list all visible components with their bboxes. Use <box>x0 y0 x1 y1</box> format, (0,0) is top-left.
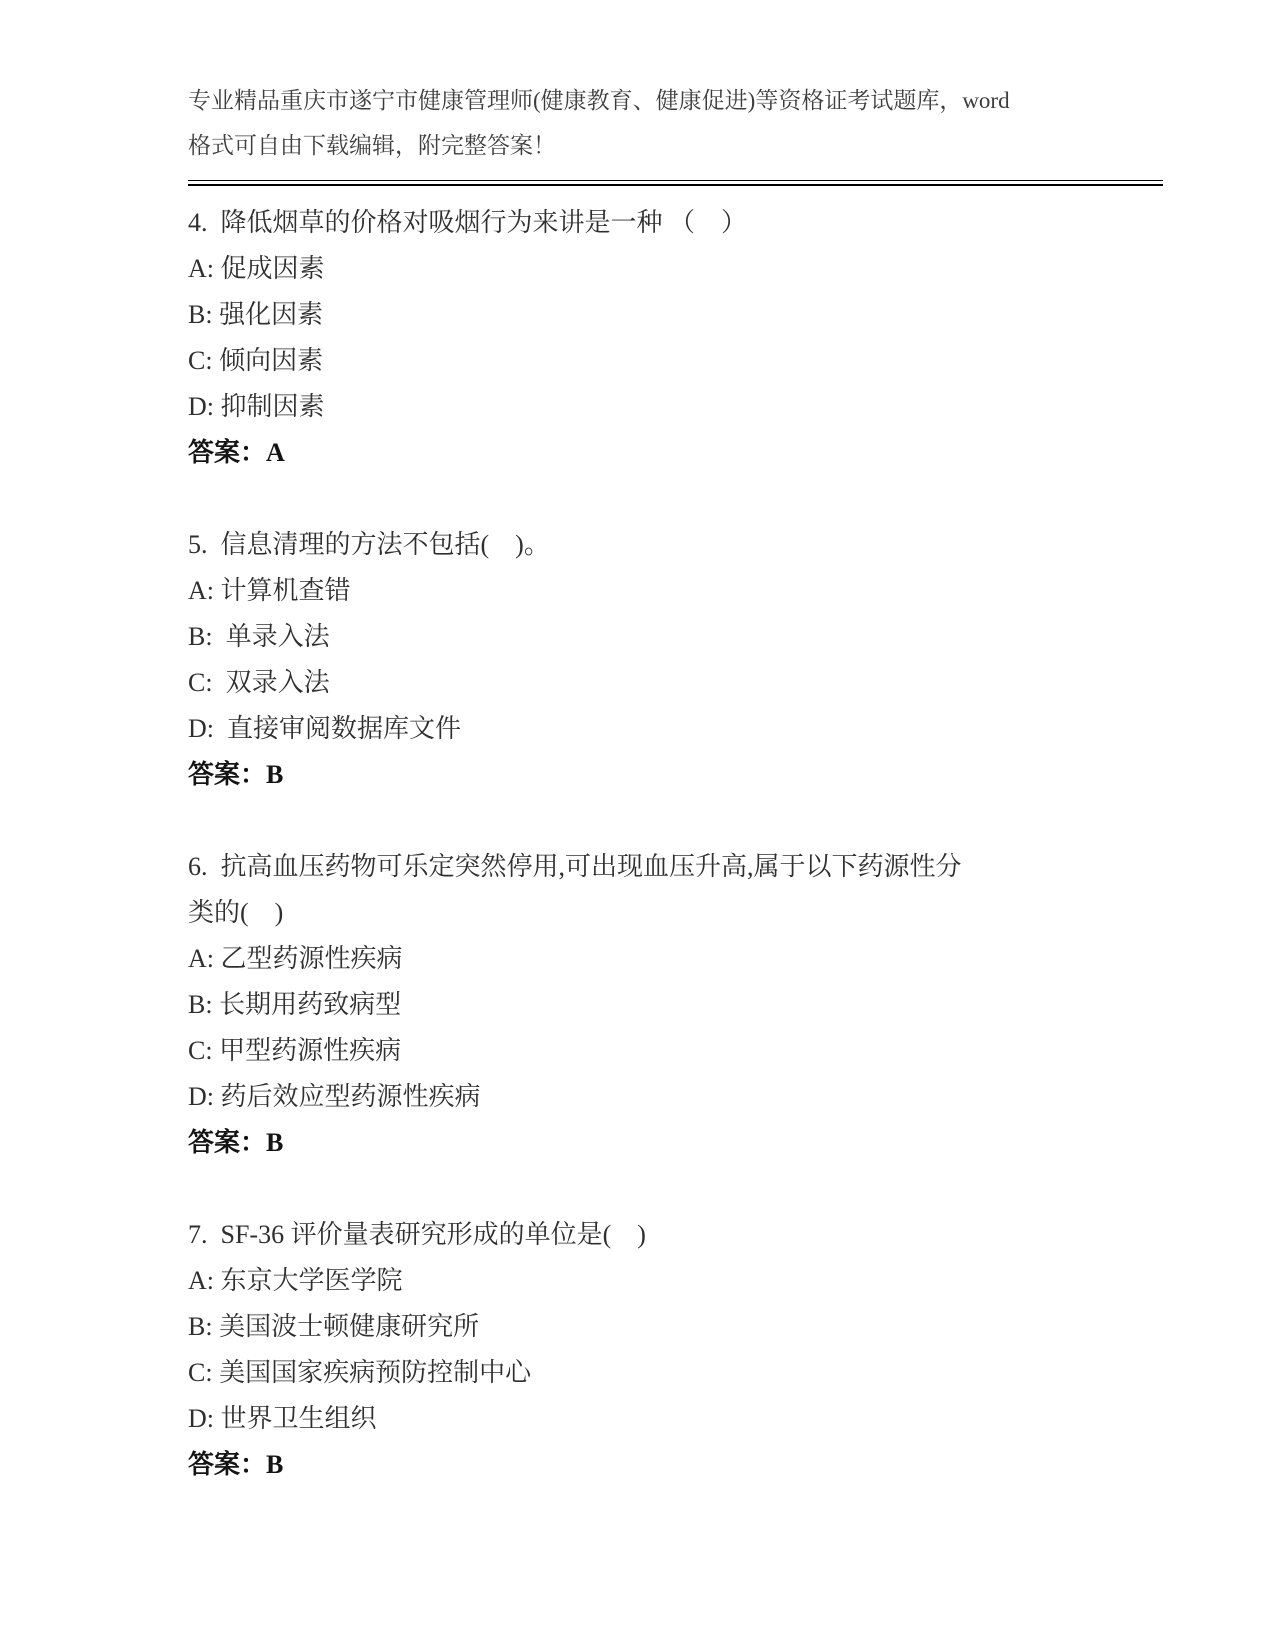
option-line: C: 美国国家疾病预防控制中心 <box>188 1358 532 1387</box>
option-line: D: 药后效应型药源性疾病 <box>188 1082 481 1111</box>
option-line: C: 甲型药源性疾病 <box>188 1036 402 1065</box>
question-block <box>188 1212 1163 1488</box>
option-line: A: 东京大学医学院 <box>188 1266 403 1295</box>
question-text <box>188 200 1163 246</box>
answer-text: 答案：B <box>188 1450 284 1479</box>
option-line: A: 促成因素 <box>188 254 325 283</box>
option-line: B: 美国波士顿健康研究所 <box>188 1312 480 1341</box>
question-block <box>188 844 1163 1166</box>
option-line: D: 直接审阅数据库文件 <box>188 714 462 743</box>
option-line: D: 世界卫生组织 <box>188 1404 377 1433</box>
question-text <box>188 844 1163 936</box>
options <box>188 1258 1163 1442</box>
question-line: 5. 信息清理的方法不包括( )。 <box>188 530 550 559</box>
question-block <box>188 200 1163 476</box>
header-line: 格式可自由下载编辑，附完整答案！ <box>188 133 556 158</box>
answer-text: 答案：B <box>188 760 284 789</box>
question-line: 6. 抗高血压药物可乐定突然停用,可出现血压升高,属于以下药源性分 <box>188 852 962 881</box>
option-line: A: 乙型药源性疾病 <box>188 944 403 973</box>
question-text <box>188 1212 1163 1258</box>
option-line: B: 长期用药致病型 <box>188 990 402 1019</box>
option-line: C: 倾向因素 <box>188 346 324 375</box>
options <box>188 936 1163 1120</box>
answer-text: 答案：B <box>188 1128 284 1157</box>
questions <box>188 200 1163 1488</box>
question-line: 4. 降低烟草的价格对吸烟行为来讲是一种 （ ） <box>188 208 748 237</box>
answer-text: 答案：A <box>188 438 285 467</box>
option-line: C: 双录入法 <box>188 668 330 697</box>
options <box>188 568 1163 752</box>
header-separator-rule <box>188 180 1163 186</box>
option-line: B: 强化因素 <box>188 300 324 329</box>
options <box>188 246 1163 430</box>
option-line: A: 计算机查错 <box>188 576 351 605</box>
question-line: 类的( ) <box>188 898 284 927</box>
option-line: D: 抑制因素 <box>188 392 325 421</box>
question-text <box>188 522 1163 568</box>
question-line: 7. SF-36 评价量表研究形成的单位是( ) <box>188 1220 646 1249</box>
question-block <box>188 522 1163 798</box>
page-header <box>188 78 1163 168</box>
option-line: B: 单录入法 <box>188 622 330 651</box>
header-line: 专业精品重庆市遂宁市健康管理师(健康教育、健康促进)等资格证考试题库，word <box>188 88 1010 113</box>
